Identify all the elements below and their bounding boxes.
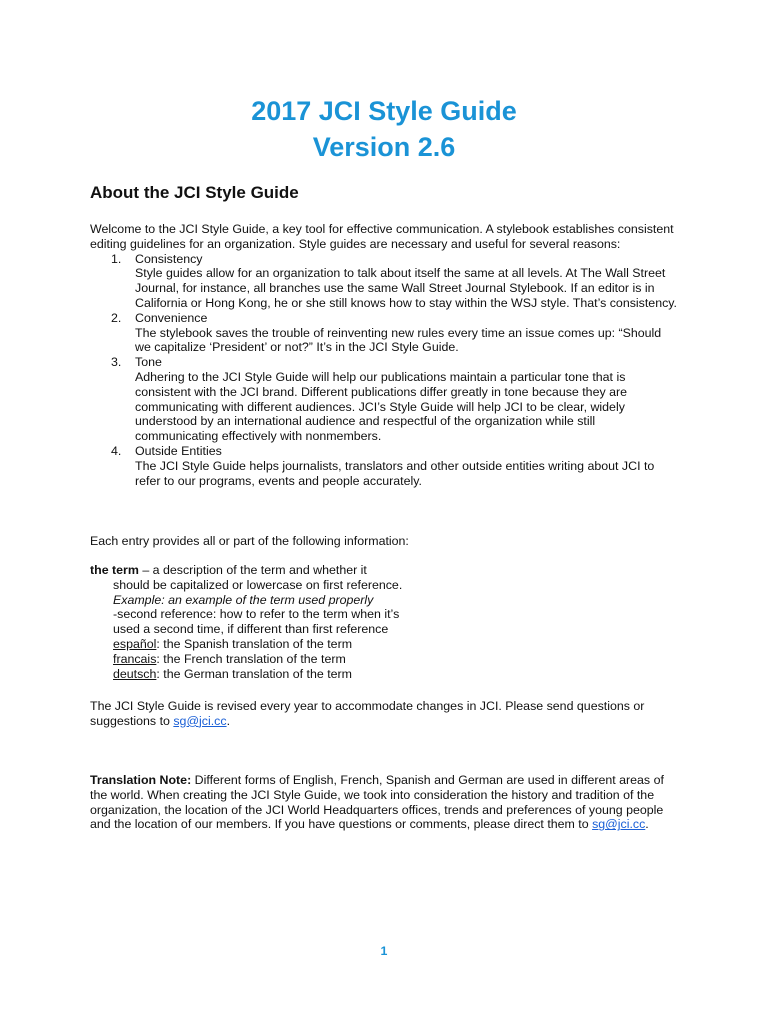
french-text: : the French translation of the term — [156, 651, 346, 666]
reason-item — [111, 443, 680, 488]
reason-item — [111, 355, 680, 444]
email-link[interactable]: sg@jci.cc — [592, 817, 646, 832]
translation-note-text: Different forms of English, French, Spanish and German are used in different areas of the world. When creating the JCI Style Guide, we took into consideration the history and tradition of the organization, the location of the JCI World Headquarters offices, trends and preferences of young people and the location of our members. If you have questions or comments, please direct them to — [90, 773, 664, 832]
reason-title: Outside Entities — [135, 443, 222, 458]
reason-item — [111, 310, 680, 355]
reason-number: 3. — [111, 355, 122, 370]
term-second-reference-continued: used a second time, if different than first reference — [113, 622, 389, 637]
document-version: Version 2.6 — [312, 132, 456, 162]
translation-note-paragraph — [90, 773, 680, 832]
term-description: – a description of the term and whether it — [138, 563, 367, 577]
reason-title: Tone — [135, 355, 162, 370]
email-link[interactable]: sg@jci.cc — [173, 713, 227, 728]
revision-paragraph — [90, 699, 680, 729]
reasons-list — [90, 252, 680, 489]
page-number: 1 — [380, 944, 388, 958]
revision-text: The JCI Style Guide is revised every year to accommodate changes in JCI. Please send questions or suggestions to — [90, 699, 645, 728]
section-heading: About the JCI Style Guide — [90, 183, 299, 202]
reason-title: Convenience — [135, 310, 208, 325]
term-label: the term — [90, 563, 139, 577]
french-label: francais — [113, 651, 157, 666]
entry-info-paragraph: Each entry provides all or part of the following information: — [90, 534, 409, 548]
german-text: : the German translation of the term — [156, 666, 352, 681]
translation-note-label: Translation Note: — [90, 773, 192, 787]
intro-paragraph: Welcome to the JCI Style Guide, a key tool for effective communication. A stylebook establishes consistent editing guidelines for an organization. Style guides are necessary and useful for several reasons: — [90, 222, 674, 251]
spanish-label: español — [113, 636, 157, 651]
reason-item — [111, 251, 680, 311]
term-second-reference: -second reference: how to refer to the term when it’s — [113, 607, 400, 622]
term-french — [90, 652, 680, 667]
term-line — [90, 563, 680, 578]
term-description-continued: should be capitalized or lowercase on first reference. — [113, 577, 403, 592]
spanish-text: : the Spanish translation of the term — [156, 636, 353, 651]
german-label: deutsch — [113, 666, 157, 681]
translation-note-end: . — [645, 817, 649, 832]
reason-title: Consistency — [135, 251, 203, 266]
document-title: 2017 JCI Style Guide — [251, 96, 517, 126]
reason-text: The JCI Style Guide helps journalists, translators and other outside entities writing about JCI to refer to our programs, events and people accurately. — [135, 458, 655, 488]
term-german — [90, 667, 680, 682]
reason-text: Adhering to the JCI Style Guide will help our publications maintain a particular tone that is consistent with the JCI brand. Different publications differ greatly in tone because they are communicating with different audiences. JCI’s Style Guide will help JCI to be clear, widely understood by an international audience and respectful of the organization while still communicating effectively with nonmembers. — [135, 369, 628, 444]
reason-text: The stylebook saves the trouble of reinventing new rules every time an issue comes up: “Should we capitalize ‘President’ or not?” It’s in the JCI Style Guide. — [135, 325, 662, 355]
reason-number: 2. — [111, 310, 122, 325]
reason-text: Style guides allow for an organization to talk about itself the same at all levels. At The Wall Street Journal, for instance, all branches use the same Wall Street Journal Stylebook. If an editor is in California or Hong Kong, he or she still knows how to stay within the WSJ style. That’s consistency. — [135, 266, 677, 310]
term-example: Example: an example of the term used properly — [113, 592, 374, 607]
revision-end: . — [226, 713, 231, 728]
term-entry-example — [90, 563, 680, 681]
intro-section — [90, 222, 680, 488]
reason-number: 1. — [111, 251, 122, 266]
term-spanish — [90, 637, 680, 652]
reason-number: 4. — [111, 443, 122, 458]
